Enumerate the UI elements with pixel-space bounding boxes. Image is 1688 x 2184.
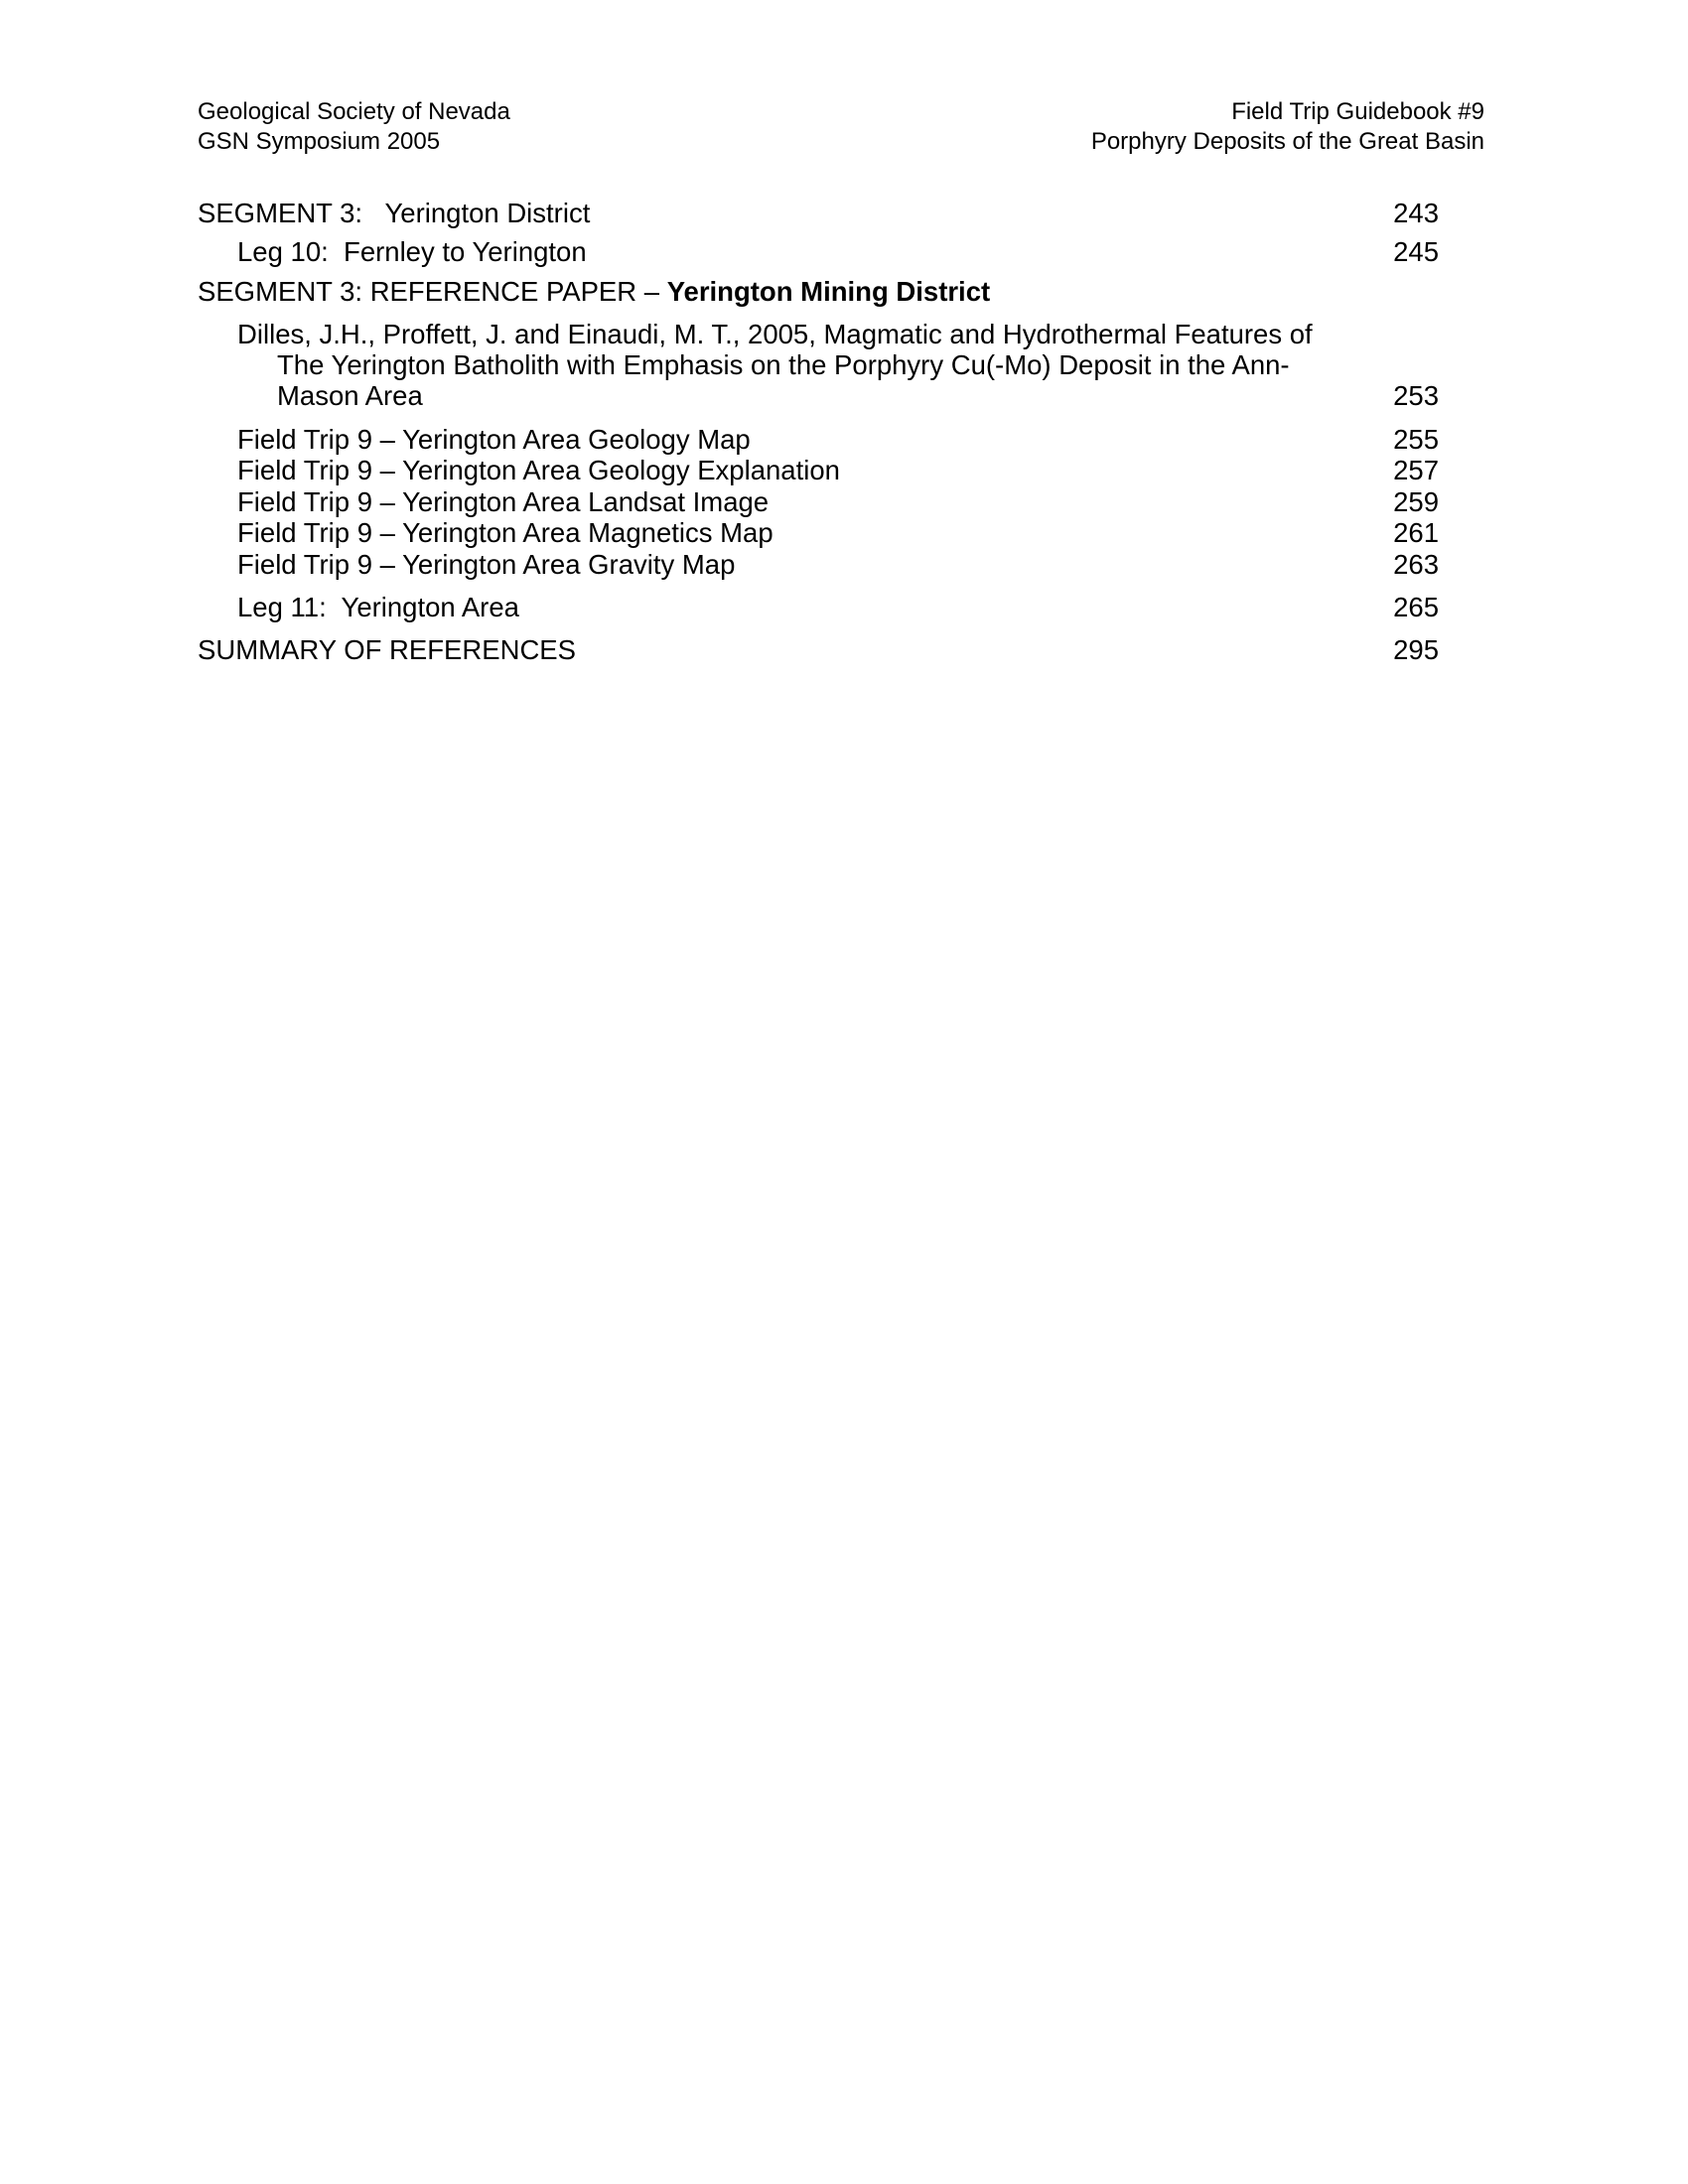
toc-label: SEGMENT 3: Yerington District xyxy=(198,198,591,228)
toc-label: Field Trip 9 – Yerington Area Geology Explanation xyxy=(237,455,840,485)
toc-page-geology-explanation: 257 xyxy=(1393,455,1439,485)
toc-page-dilles: 253 xyxy=(1393,380,1439,411)
toc-label: Field Trip 9 – Yerington Area Magnetics Map xyxy=(237,517,774,548)
toc-page-segment3: 243 xyxy=(1393,198,1439,228)
toc-label: Leg 11: Yerington Area xyxy=(237,592,519,622)
toc-label: Field Trip 9 – Yerington Area Geology Map xyxy=(237,424,751,455)
guidebook-title: Field Trip Guidebook #9 xyxy=(1231,98,1484,125)
toc-page-landsat-image: 259 xyxy=(1393,486,1439,517)
toc-page-leg11: 265 xyxy=(1393,592,1439,622)
toc-page-gravity-map: 263 xyxy=(1393,549,1439,580)
toc-label-bold: Yerington Mining District xyxy=(666,276,991,307)
toc-label: Leg 10: Fernley to Yerington xyxy=(237,236,587,267)
toc-label: SUMMARY OF REFERENCES xyxy=(198,634,576,665)
toc-page-geology-map: 255 xyxy=(1393,424,1439,455)
symposium-name: GSN Symposium 2005 xyxy=(198,128,441,155)
toc-label: Field Trip 9 – Yerington Area Gravity Map xyxy=(237,549,736,580)
toc-page-summary-of-references: 295 xyxy=(1393,634,1439,665)
guidebook-subtitle: Porphyry Deposits of the Great Basin xyxy=(1090,128,1484,155)
toc-label xyxy=(198,276,990,308)
society-name: Geological Society of Nevada xyxy=(198,98,510,125)
toc-page-magnetics-map: 261 xyxy=(1393,517,1439,548)
toc-label: Dilles, J.H., Proffett, J. and Einaudi, M. T., 2005, Magmatic and Hydrothermal Features of xyxy=(237,319,1313,349)
toc-label: The Yerington Batholith with Emphasis on the Porphyry Cu(-Mo) Deposit in the Ann- xyxy=(277,349,1290,380)
toc-label: Mason Area xyxy=(277,380,423,411)
toc-label-prefix: SEGMENT 3: REFERENCE PAPER – xyxy=(198,276,667,307)
toc-label: Field Trip 9 – Yerington Area Landsat Image xyxy=(237,486,770,517)
toc-page-leg10: 245 xyxy=(1393,236,1439,267)
